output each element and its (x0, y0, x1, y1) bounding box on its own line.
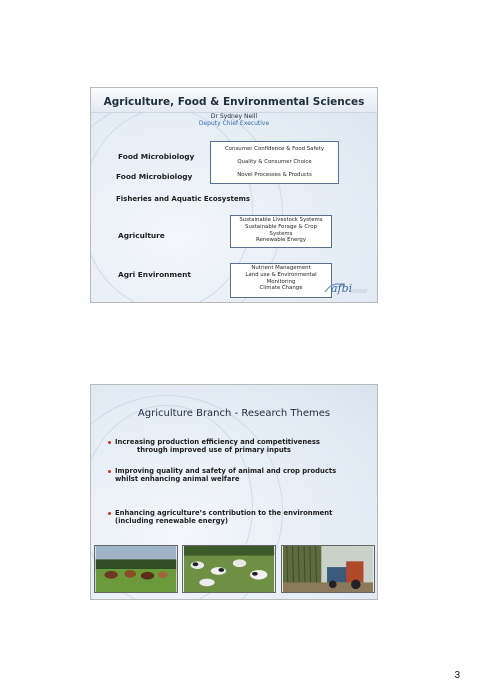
row-label: Agri Environment (118, 270, 191, 279)
box-line: Climate Change (259, 285, 303, 292)
theme-line: whilst enhancing animal welfare (115, 475, 240, 484)
theme-box-food (210, 141, 339, 184)
slide-title: Agriculture Branch - Research Themes (137, 408, 331, 419)
bullet-icon (108, 441, 111, 444)
box-line: Quality & Consumer Choice (237, 158, 312, 165)
theme-line: through improved use of primary inputs (137, 446, 291, 455)
box-line: Consumer Confidence & Food Safety (224, 146, 325, 152)
svg-text:afbi: afbi (331, 282, 353, 295)
slide-1 (90, 87, 378, 303)
willow-harvesting-photo (281, 545, 375, 593)
theme-line: Improving quality and safety of animal and crop products (115, 467, 337, 475)
theme-bullet (115, 509, 365, 526)
box-line: Land use & Environmental (245, 271, 317, 278)
box-line: Novel Processes & Products (237, 171, 312, 178)
box-line: Nutrient Management (251, 265, 311, 271)
bullet-icon (108, 512, 111, 515)
presenter-name: Dr Sydney Neill (210, 113, 258, 120)
row-label: Food Microbiology (116, 172, 193, 181)
presenter-role: Deputy Chief Executive (198, 120, 270, 127)
theme-line: (including renewable energy) (115, 517, 228, 526)
box-line: Monitoring (266, 278, 296, 285)
theme-bullet (115, 467, 365, 484)
bullet-icon (108, 470, 111, 473)
row-label: Fisheries and Aquatic Ecosystems (116, 195, 251, 203)
theme-line: Enhancing agriculture’s contribution to the environment (115, 509, 333, 517)
theme-box-environment (230, 263, 332, 298)
box-line: Renewable Energy (255, 237, 307, 244)
theme-line: Increasing production efficiency and competitiveness (115, 438, 320, 446)
box-line: Sustainable Livestock Systems (239, 217, 323, 223)
afbi-logo (323, 278, 369, 296)
row-label: Food Microbiology (118, 152, 195, 161)
cattle-in-field-photo (94, 545, 178, 593)
row-label: Agriculture (118, 231, 165, 240)
slide-title: Agriculture, Food & Environmental Sciences (103, 96, 365, 108)
theme-bullet (115, 438, 365, 455)
slide-2 (90, 384, 378, 600)
box-line: Systems (269, 230, 293, 237)
page-number: 3 (454, 670, 460, 681)
box-line: Sustainable Forage & Crop (245, 223, 317, 230)
theme-box-agriculture (230, 215, 332, 248)
cows-lying-in-field-photo (182, 545, 276, 593)
